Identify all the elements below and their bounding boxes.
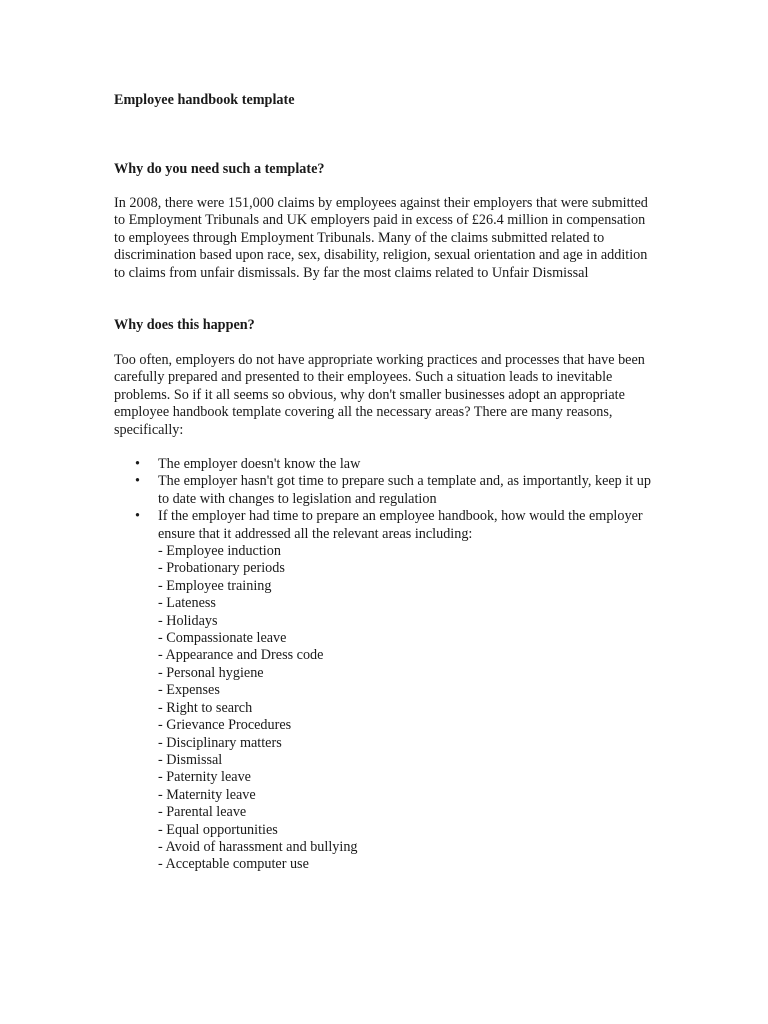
area-item: - Holidays xyxy=(158,612,218,629)
handbook-areas-list xyxy=(158,543,659,874)
area-item: - Employee induction xyxy=(158,543,281,560)
area-item: - Paternity leave xyxy=(158,769,251,786)
bullet-text: The employer hasn't got time to prepare such a template and, as importantly, keep it up to date with changes to legislation and regulation xyxy=(158,473,651,507)
area-item: - Right to search xyxy=(158,699,253,716)
document-title: Employee handbook template xyxy=(114,92,295,108)
area-item: - Grievance Procedures xyxy=(158,717,292,734)
area-item: - Dismissal xyxy=(158,751,223,768)
area-item: - Compassionate leave xyxy=(158,630,287,647)
section-heading-why-need: Why do you need such a template? xyxy=(114,161,325,177)
area-item: - Appearance and Dress code xyxy=(158,647,324,664)
area-item: - Employee training xyxy=(158,577,272,594)
bullet-dot-icon: • xyxy=(135,508,140,525)
area-item: - Avoid of harassment and bullying xyxy=(158,838,358,855)
reasons-bullet-list xyxy=(114,456,659,874)
bullet-dot-icon: • xyxy=(135,456,140,472)
bullet-item xyxy=(114,473,659,508)
section-paragraph-claims: In 2008, there were 151,000 claims by employees against their employers that were submitted to Employment Tribunals and UK employers paid in excess of £26.4 million in compensation to employees through Employment Tribunals. Many of the claims submitted related to discrimination based upon race, sex, disability, religion, sexual orientation and age in addition to claims from unfair dismissals. By far the most claims related to Unfair Dismissal xyxy=(114,195,648,281)
section-heading-why-happen: Why does this happen? xyxy=(114,317,255,333)
bullet-text: If the employer had time to prepare an employee handbook, how would the employer ensure that it addressed all the relevant areas including: xyxy=(158,508,643,542)
area-item: - Probationary periods xyxy=(158,560,285,577)
bullet-text: The employer doesn't know the law xyxy=(158,456,361,472)
area-item: - Maternity leave xyxy=(158,786,256,803)
area-item: - Expenses xyxy=(158,682,220,699)
section-paragraph-reasons: Too often, employers do not have appropriate working practices and processes that have been carefully prepared and presented to their employees. Such a situation leads to inevitable problems. So if it all seems so obvious, why don't smaller businesses adopt an appropriate employee handbook template covering all the necessary areas? There are many reasons, specifically: xyxy=(114,352,645,438)
area-item: - Equal opportunities xyxy=(158,821,278,838)
area-item: - Parental leave xyxy=(158,804,247,821)
area-item: - Disciplinary matters xyxy=(158,734,282,751)
area-item: - Acceptable computer use xyxy=(158,856,309,873)
area-item: - Personal hygiene xyxy=(158,664,264,681)
area-item: - Lateness xyxy=(158,595,216,612)
bullet-item xyxy=(114,508,659,874)
bullet-item xyxy=(114,456,659,473)
bullet-dot-icon: • xyxy=(135,473,140,490)
